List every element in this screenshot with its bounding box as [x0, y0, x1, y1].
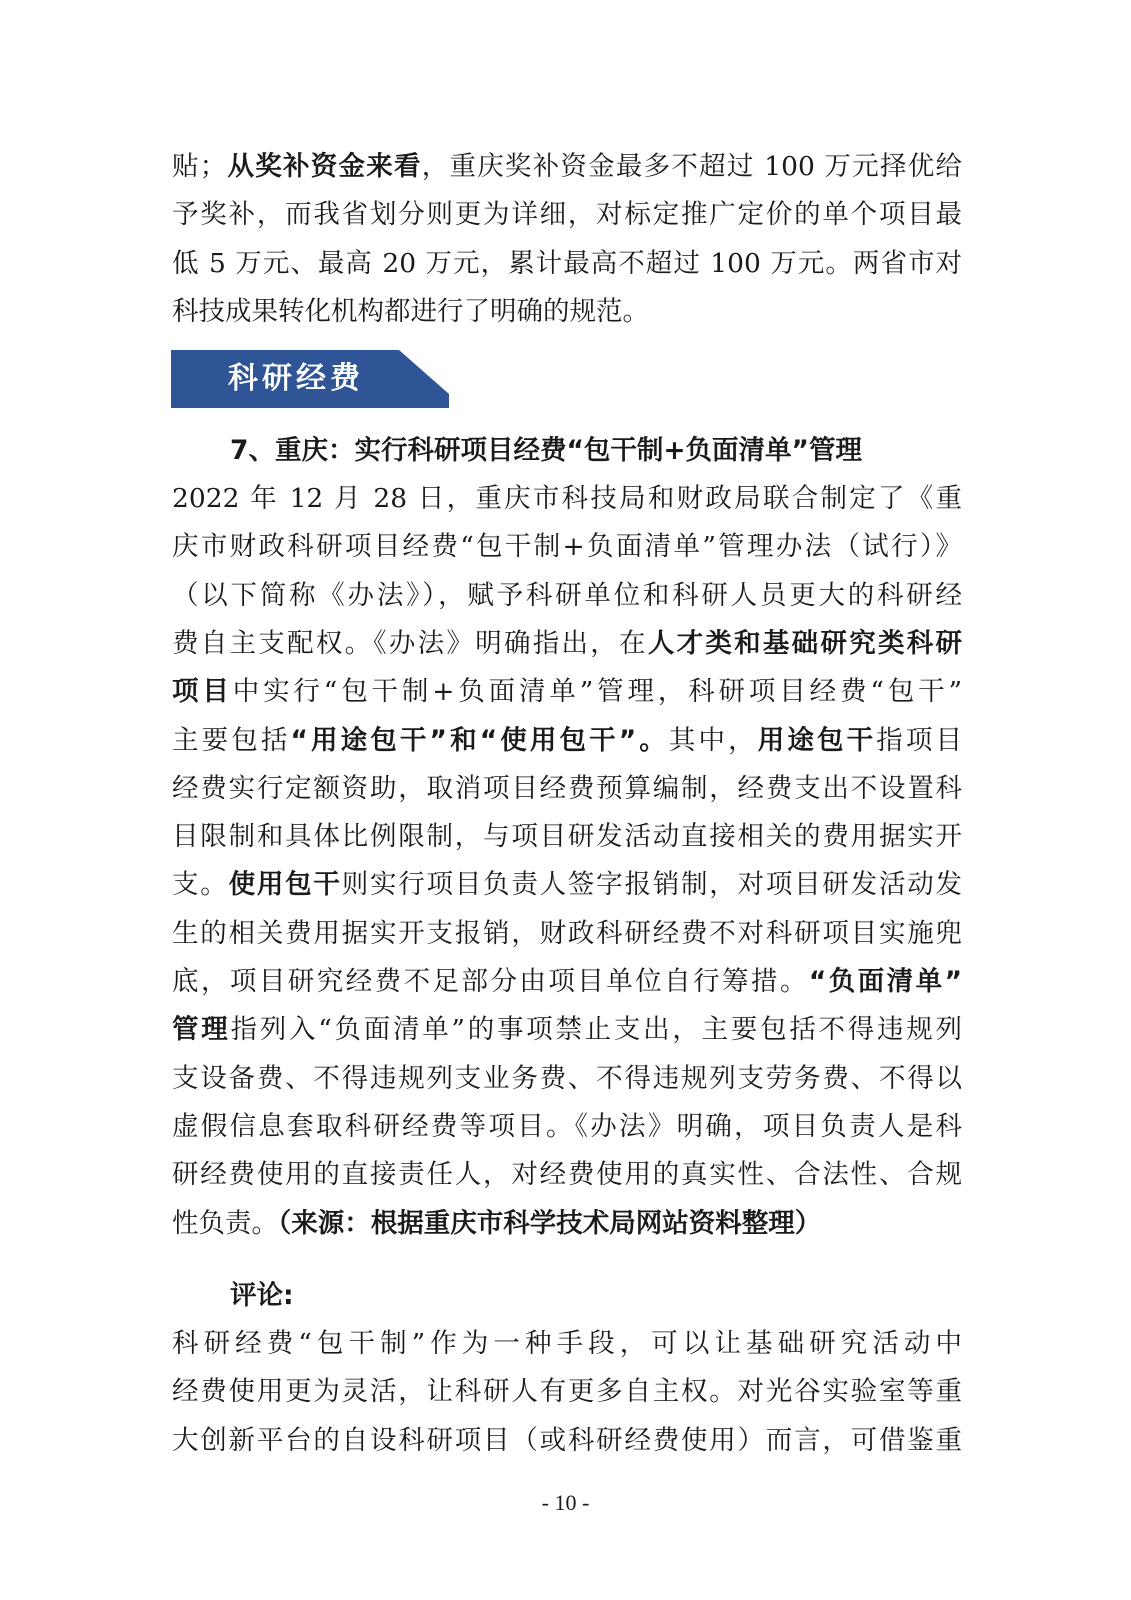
bold-text: 人才类和基础研究类科研 — [647, 627, 963, 659]
text-segment: 研经费使用的直接责任人，对经费使用的真实性、合法性、合规 — [172, 1159, 962, 1191]
bold-text: “用途包干”和“使用包干”。 — [290, 724, 669, 756]
text-segment: 低 5 万元、最高 20 万元，累计最高不超过 100 万元。两省市对 — [172, 247, 962, 279]
text-line — [172, 820, 962, 854]
text-line — [172, 1062, 962, 1096]
text-segment: 目限制和具体比例限制，与项目研发活动直接相关的费用据实开 — [172, 821, 962, 853]
text-line — [172, 198, 962, 232]
text-line — [172, 1327, 962, 1361]
text-segment: 科研经费“包干制”作为一种手段，可以让基础研究活动中 — [172, 1328, 962, 1359]
bold-text: 用途包干 — [757, 724, 877, 756]
text-line — [172, 1013, 962, 1047]
bold-text: “负面清单” — [808, 966, 962, 997]
bold-text: （来源：根据重庆市科学技术局网站资料整理） — [278, 1207, 822, 1239]
text-segment: （以下简称《办法》），赋予科研单位和科研人员更大的科研经 — [172, 579, 962, 611]
text-segment: 生的相关费用据实开支报销，财政科研经费不对科研项目实施兜 — [172, 917, 962, 949]
bold-text: 管理 — [172, 1014, 231, 1046]
text-segment: 费自主支配权。《办法》明确指出，在 — [172, 627, 648, 659]
text-segment: 指列入“负面清单”的事项禁止支出，主要包括不得违规列 — [230, 1014, 962, 1046]
text-line — [172, 579, 962, 613]
text-segment: 主要包括 — [172, 724, 291, 756]
text-segment: 庆市财政科研项目经费“包干制+负面清单”管理办法（试行）》 — [172, 531, 962, 563]
text-segment: 虚假信息套取科研经费等项目。《办法》明确，项目负责人是科 — [172, 1110, 962, 1142]
page-number: - 10 - — [541, 1490, 590, 1515]
text-segment: 中实行“包干制+负面清单”管理，科研项目经费“包干” — [232, 676, 962, 708]
text-line — [172, 772, 962, 806]
text-segment: 经费使用更为灵活，让科研人有更多自主权。对光谷实验室等重 — [172, 1376, 962, 1408]
text-line — [172, 150, 962, 184]
text-line — [172, 724, 962, 758]
text-segment: 其中， — [668, 724, 758, 756]
text-segment: 大创新平台的自设科研项目（或科研经费使用）而言，可借鉴重 — [172, 1424, 962, 1456]
text-line — [172, 675, 962, 709]
comment-label: 评论: — [230, 1280, 294, 1311]
text-line — [172, 295, 962, 329]
text-segment: 则实行项目负责人签字报销制，对项目研发活动发 — [341, 869, 963, 901]
text-line — [172, 917, 962, 951]
text-segment: 2022 年 12 月 28 日，重庆市科技局和财政局联合制定了《重 — [172, 483, 962, 514]
text-line — [172, 1110, 962, 1144]
text-segment: 指项目 — [876, 724, 963, 756]
text-line — [172, 1207, 962, 1241]
text-line — [172, 868, 962, 902]
text-line — [172, 1375, 962, 1409]
text-segment: 支。 — [172, 869, 229, 901]
bold-text: 项目 — [172, 676, 233, 708]
section-banner-label: 科研经费 — [228, 361, 364, 396]
text-line — [172, 482, 962, 516]
section-banner — [171, 350, 449, 408]
text-line — [172, 1158, 962, 1192]
section-heading: 7、重庆：实行科研项目经费“包干制+负面清单”管理 — [230, 435, 862, 466]
text-segment: 支设备费、不得违规列支业务费、不得违规列支劳务费、不得以 — [172, 1062, 962, 1094]
text-line — [172, 965, 962, 999]
text-segment: 予奖补，而我省划分则更为详细，对标定推广定价的单个项目最 — [172, 199, 962, 231]
text-line — [172, 530, 962, 564]
bold-text: 使用包干 — [228, 869, 342, 901]
text-segment: 底，项目研究经费不足部分由项目单位自行筹措。 — [172, 966, 809, 997]
bold-text: 从奖补资金来看 — [226, 151, 422, 182]
text-segment: 经费实行定额资助，取消项目经费预算编制，经费支出不设置科 — [172, 772, 962, 804]
text-line — [172, 247, 962, 281]
text-segment: 性负责。 — [172, 1207, 278, 1239]
text-segment: 科技成果转化机构都进行了明确的规范。 — [172, 295, 649, 327]
text-segment: ，重庆奖补资金最多不超过 100 万元择优给 — [421, 151, 963, 182]
text-line — [172, 627, 962, 661]
text-line — [172, 1424, 962, 1458]
text-segment: 贴； — [172, 151, 227, 182]
